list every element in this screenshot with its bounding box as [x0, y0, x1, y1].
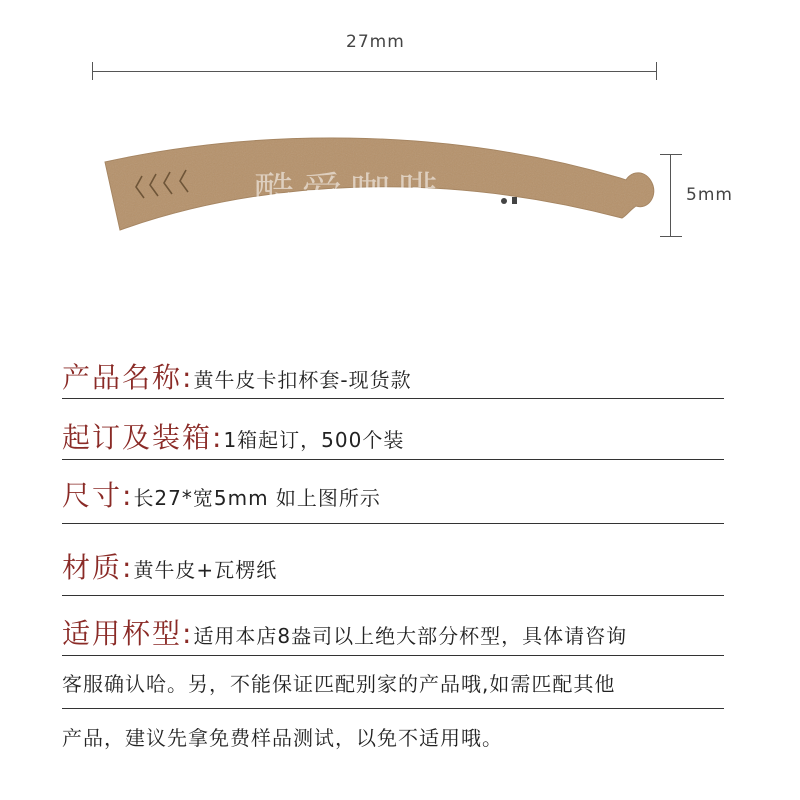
spec-row-material — [62, 546, 724, 596]
recycle-icon — [501, 197, 517, 204]
spec-label-material: 材质: — [62, 551, 134, 584]
spec-value-compat: 适用本店8盎司以上绝大部分杯型，具体请咨询 — [193, 624, 628, 648]
spec-label-name: 产品名称: — [62, 361, 194, 394]
spec-value-material: 黄牛皮+瓦楞纸 — [133, 558, 278, 582]
spec-row-name — [62, 356, 724, 399]
spec-row-compat — [62, 612, 724, 656]
spec-value-size: 长27*宽5mm 如上图所示 — [133, 486, 381, 510]
length-dimension-label: 27mm — [346, 32, 405, 52]
compat-continuation-2: 产品，建议先拿免费样品测试，以免不适用哦。 — [62, 726, 503, 750]
width-dimension-label: 5mm — [686, 185, 733, 205]
spec-row-size — [62, 474, 724, 524]
spec-label-size: 尺寸: — [62, 479, 134, 512]
spec-value-order: 1箱起订，500个装 — [223, 428, 405, 452]
spec-row-order — [62, 416, 724, 460]
compat-continuation-1: 客服确认哈。另，不能保证匹配别家的产品哦,如需匹配其他 — [62, 668, 724, 709]
watermark: 酷爱咖啡 — [254, 169, 446, 215]
spec-label-compat: 适用杯型: — [62, 617, 194, 650]
spec-label-order: 起订及装箱: — [62, 421, 224, 454]
spec-value-name: 黄牛皮卡扣杯套-现货款 — [193, 368, 412, 392]
